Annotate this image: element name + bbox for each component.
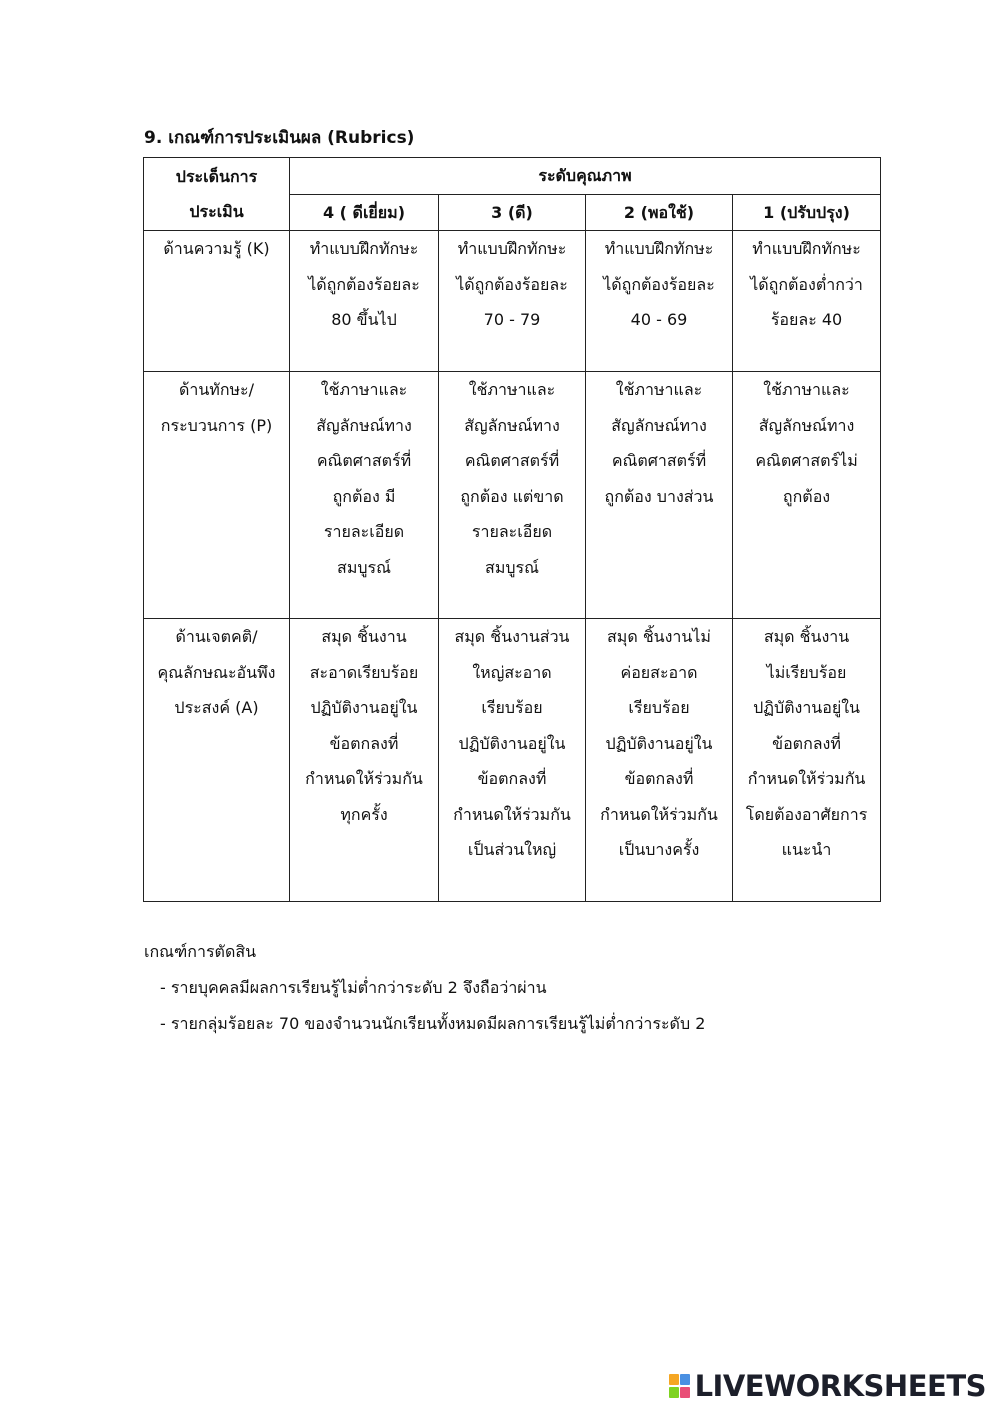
criteria-item: - รายกลุ่มร้อยละ 70 ของจำนวนนักเรียนทั้งหมดมีผลการเรียนรู้ไม่ต่ำกว่าระดับ 2	[160, 1014, 706, 1033]
level-2-cell: สมุด ชิ้นงานไม่ ค่อยสะอาด เรียบร้อย ปฏิบัติงานอยู่ใน ข้อตกลงที่ กำหนดให้ร่วมกัน เป็นบางครั้ง	[586, 619, 733, 902]
criterion-cell: ด้านทักษะ/ กระบวนการ (P)	[144, 372, 290, 619]
criteria-title: เกณฑ์การตัดสิน	[144, 942, 257, 961]
level-4-cell: ใช้ภาษาและ สัญลักษณ์ทาง คณิตศาสตร์ที่ ถูกต้อง มี รายละเอียด สมบูรณ์	[290, 372, 439, 619]
level-2-cell: ทำแบบฝึกทักษะ ได้ถูกต้องร้อยละ 40 - 69	[586, 231, 733, 372]
level-3-header: 3 (ดี)	[439, 194, 586, 231]
level-3-cell: สมุด ชิ้นงานส่วน ใหญ่สะอาด เรียบร้อย ปฏิบัติงานอยู่ใน ข้อตกลงที่ กำหนดให้ร่วมกัน เป็นส่วนใหญ่	[439, 619, 586, 902]
level-1-header: 1 (ปรับปรุง)	[733, 194, 881, 231]
level-4-header: 4 ( ดีเยี่ยม)	[290, 194, 439, 231]
judgement-criteria	[144, 940, 256, 964]
liveworksheets-brand	[669, 1368, 986, 1404]
table-row	[144, 372, 881, 619]
table-row	[144, 231, 881, 372]
level-3-cell: ทำแบบฝึกทักษะ ได้ถูกต้องร้อยละ 70 - 79	[439, 231, 586, 372]
rubric-table	[143, 157, 881, 902]
liveworksheets-logo-icon	[669, 1372, 691, 1400]
table-header-row	[144, 158, 881, 195]
level-4-cell: ทำแบบฝึกทักษะ ได้ถูกต้องร้อยละ 80 ขึ้นไป	[290, 231, 439, 372]
table-row	[144, 619, 881, 902]
criteria-item: - รายบุคคลมีผลการเรียนรู้ไม่ต่ำกว่าระดับ 2 จึงถือว่าผ่าน	[160, 978, 547, 997]
level-3-cell: ใช้ภาษาและ สัญลักษณ์ทาง คณิตศาสตร์ที่ ถูกต้อง แต่ขาด รายละเอียด สมบูรณ์	[439, 372, 586, 619]
level-1-cell: สมุด ชิ้นงาน ไม่เรียบร้อย ปฏิบัติงานอยู่ใน ข้อตกลงที่ กำหนดให้ร่วมกัน โดยต้องอาศัยการ แนะนำ	[733, 619, 881, 902]
brand-text: LIVEWORKSHEETS	[694, 1369, 986, 1403]
level-2-header: 2 (พอใช้)	[586, 194, 733, 231]
criterion-cell: ด้านความรู้ (K)	[144, 231, 290, 372]
level-1-cell: ทำแบบฝึกทักษะ ได้ถูกต้องต่ำกว่า ร้อยละ 40	[733, 231, 881, 372]
level-2-cell: ใช้ภาษาและ สัญลักษณ์ทาง คณิตศาสตร์ที่ ถูกต้อง บางส่วน	[586, 372, 733, 619]
criterion-cell: ด้านเจตคติ/ คุณลักษณะอันพึง ประสงค์ (A)	[144, 619, 290, 902]
quality-level-header: ระดับคุณภาพ	[290, 158, 881, 195]
section-heading: 9. เกณฑ์การประเมินผล (Rubrics)	[144, 128, 415, 148]
criterion-header: ประเด็นการ ประเมิน	[144, 158, 290, 231]
level-4-cell: สมุด ชิ้นงาน สะอาดเรียบร้อย ปฏิบัติงานอยู่ใน ข้อตกลงที่ กำหนดให้ร่วมกัน ทุกครั้ง	[290, 619, 439, 902]
level-1-cell: ใช้ภาษาและ สัญลักษณ์ทาง คณิตศาสตร์ไม่ ถูกต้อง	[733, 372, 881, 619]
